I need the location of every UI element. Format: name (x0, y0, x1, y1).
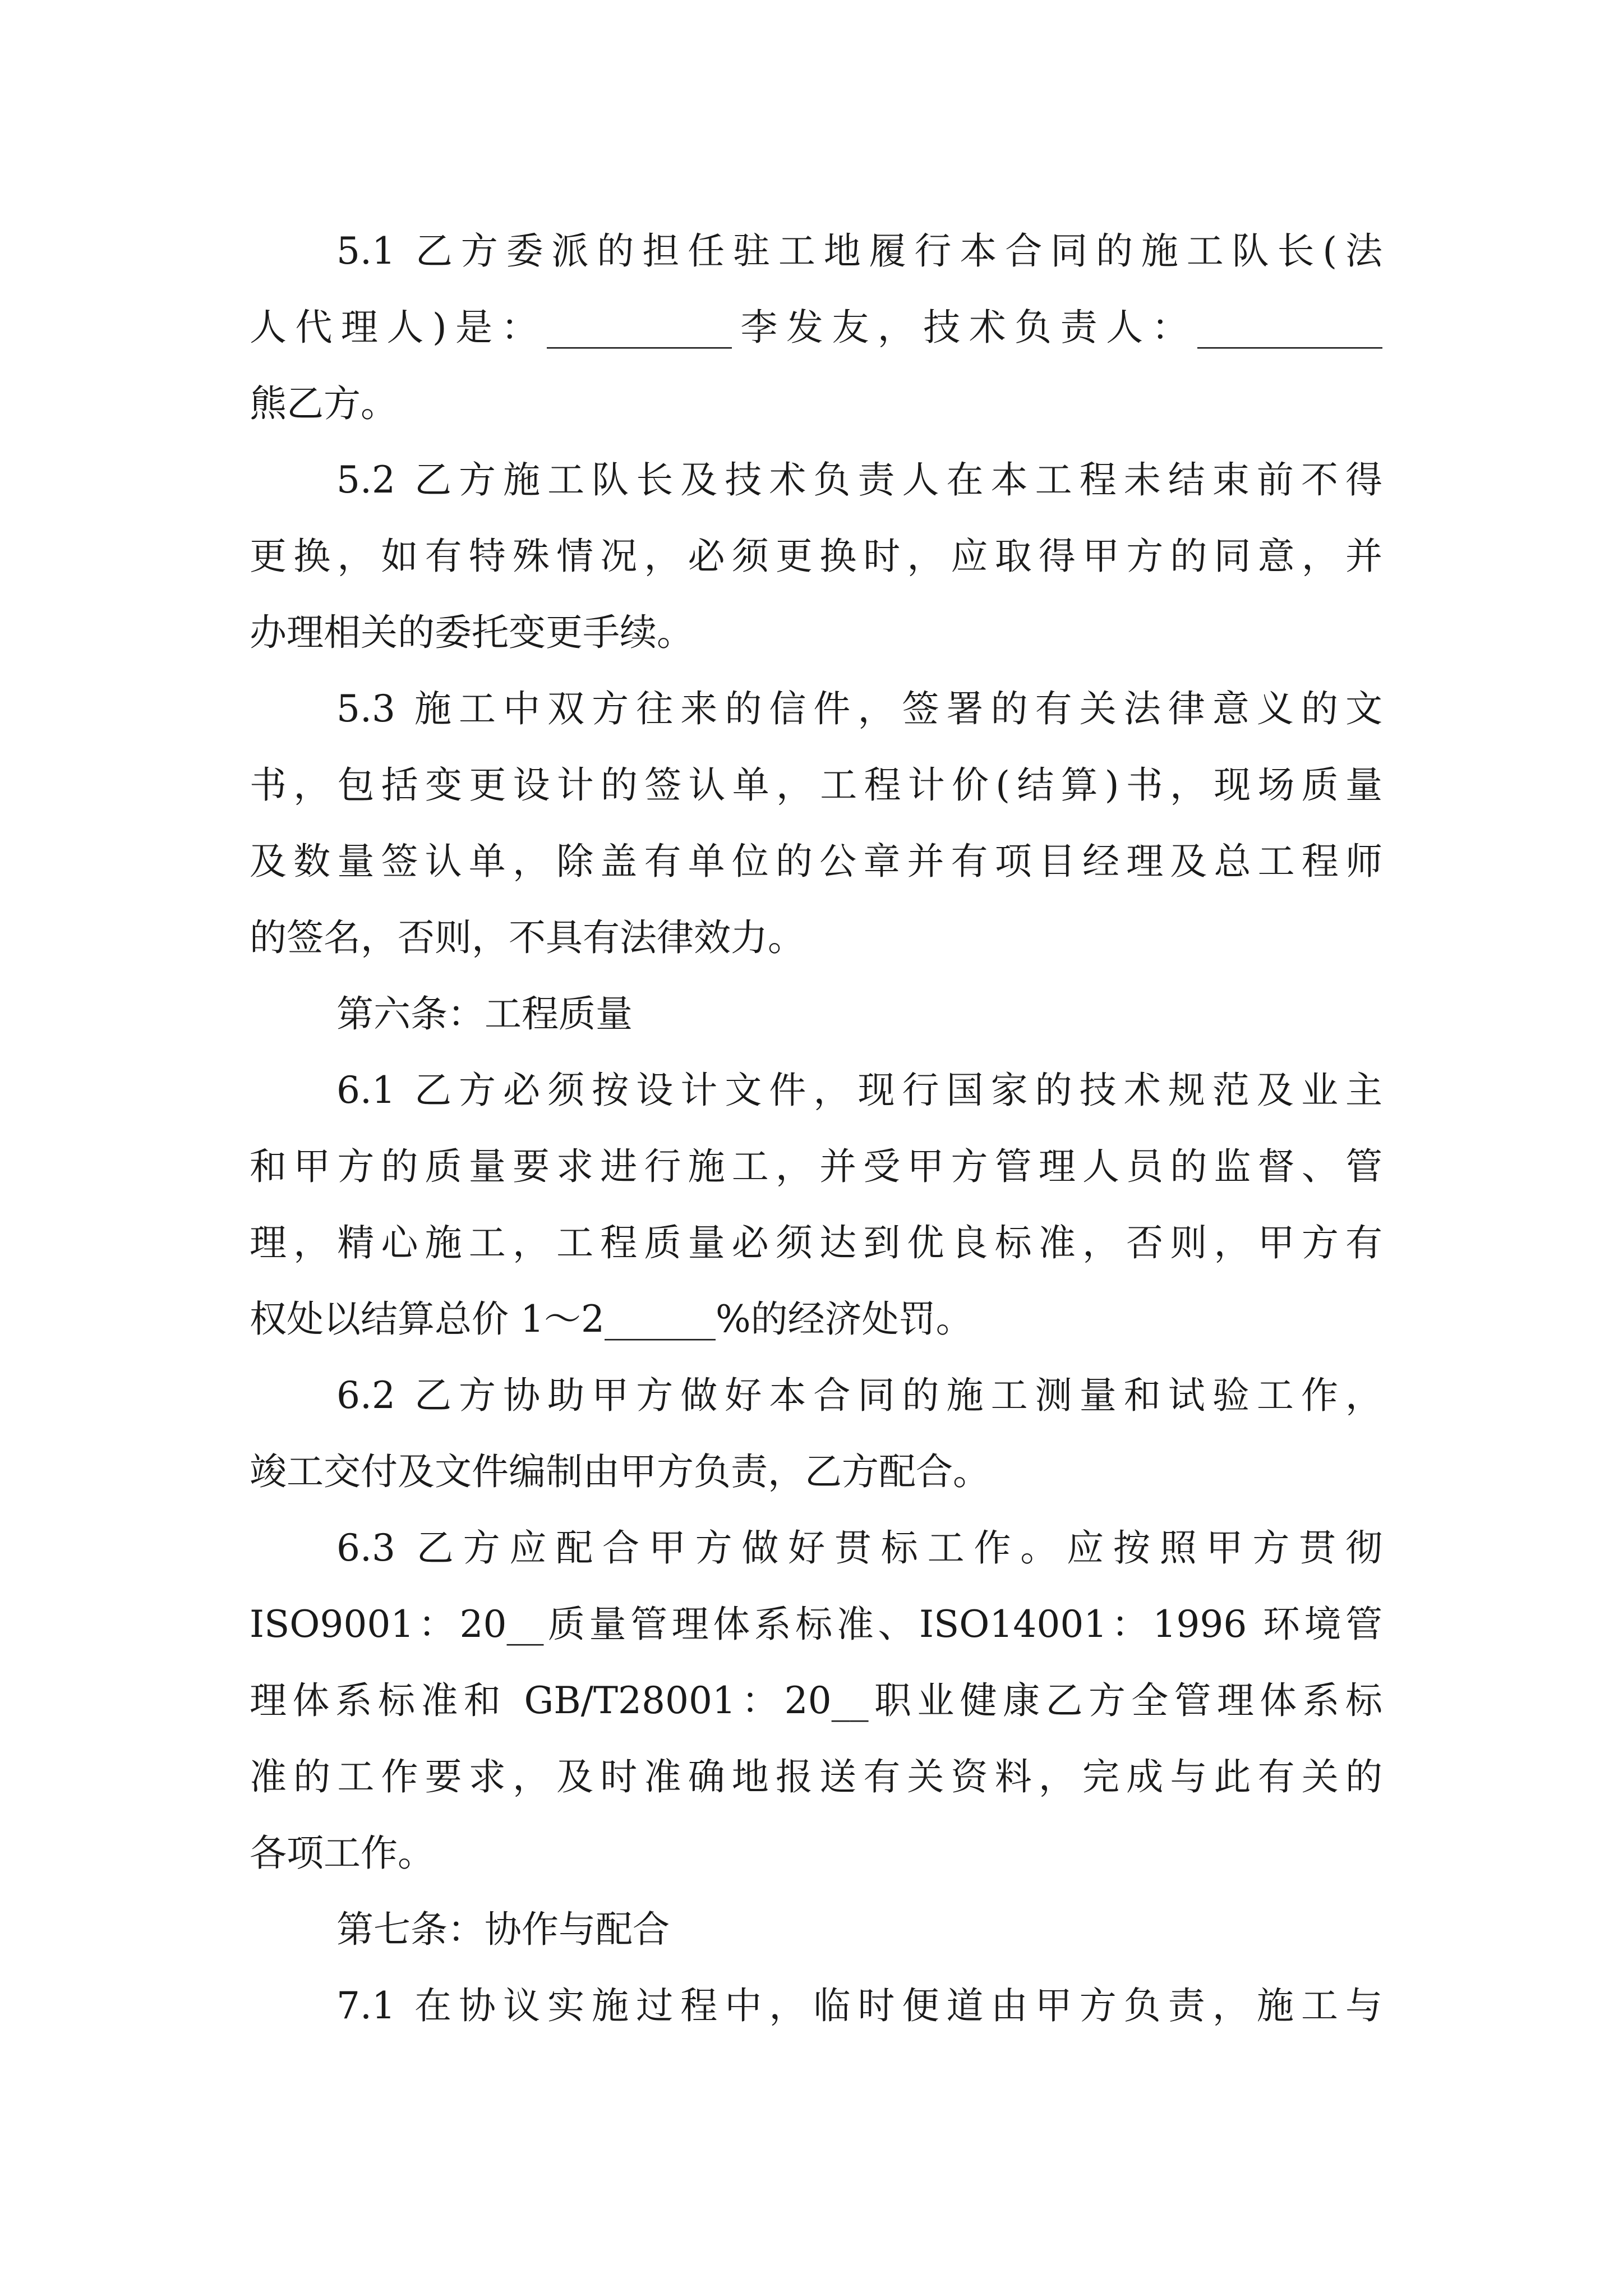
text-line: 6.1 乙方必须按设计文件，现行国家的技术规范及业主 (336, 1069, 1382, 1112)
text-line: 各项工作。 (250, 1832, 435, 1875)
text-line: 更换，如有特殊情况，必须更换时，应取得甲方的同意，并 (250, 535, 1382, 578)
text-line: 的签名，否则，不具有法律效力。 (250, 916, 805, 959)
text-line: 6.2 乙方协助甲方做好本合同的施工测量和试验工作， (336, 1374, 1382, 1417)
text-line: 5.3 施工中双方往来的信件，签署的有关法律意义的文 (336, 687, 1382, 730)
text-line: 办理相关的委托变更手续。 (250, 611, 694, 654)
text-line: 5.2 乙方施工队长及技术负责人在本工程未结束前不得 (336, 458, 1382, 501)
text-line: 熊乙方。 (250, 382, 398, 425)
text-line: 6.3 乙方应配合甲方做好贯标工作。应按照甲方贯彻 (336, 1526, 1382, 1570)
text-line: 及数量签认单，除盖有单位的公章并有项目经理及总工程师 (250, 840, 1382, 883)
text-line: 5.1 乙方委派的担任驻工地履行本合同的施工队长(法 (336, 229, 1382, 273)
text-line: 准的工作要求，及时准确地报送有关资料，完成与此有关的 (250, 1755, 1382, 1798)
text-line: 7.1 在协议实施过程中，临时便道由甲方负责，施工与 (336, 1984, 1382, 2027)
text-line: 第七条：协作与配合 (336, 1908, 670, 1951)
text-line: 理，精心施工，工程质量必须达到优良标准，否则，甲方有 (250, 1221, 1382, 1264)
text-line: 理体系标准和 GB/T28001：20__职业健康乙方全管理体系标 (250, 1679, 1382, 1722)
text-line: 第六条：工程质量 (336, 992, 633, 1036)
text-line: 和甲方的质量要求进行施工，并受甲方管理人员的监督、管 (250, 1145, 1382, 1188)
text-line: 人代理人)是：__________李发友，技术负责人：__________ (250, 306, 1382, 349)
document-page (250, 213, 1382, 2044)
text-line: 竣工交付及文件编制由甲方负责，乙方配合。 (250, 1450, 990, 1493)
text-line: ISO9001：20__质量管理体系标准、ISO14001：1996 环境管 (250, 1603, 1382, 1646)
text-line: 权处以结算总价 1～2______%的经济处罚。 (250, 1297, 973, 1341)
text-line: 书，包括变更设计的签认单，工程计价(结算)书，现场质量 (250, 763, 1382, 807)
